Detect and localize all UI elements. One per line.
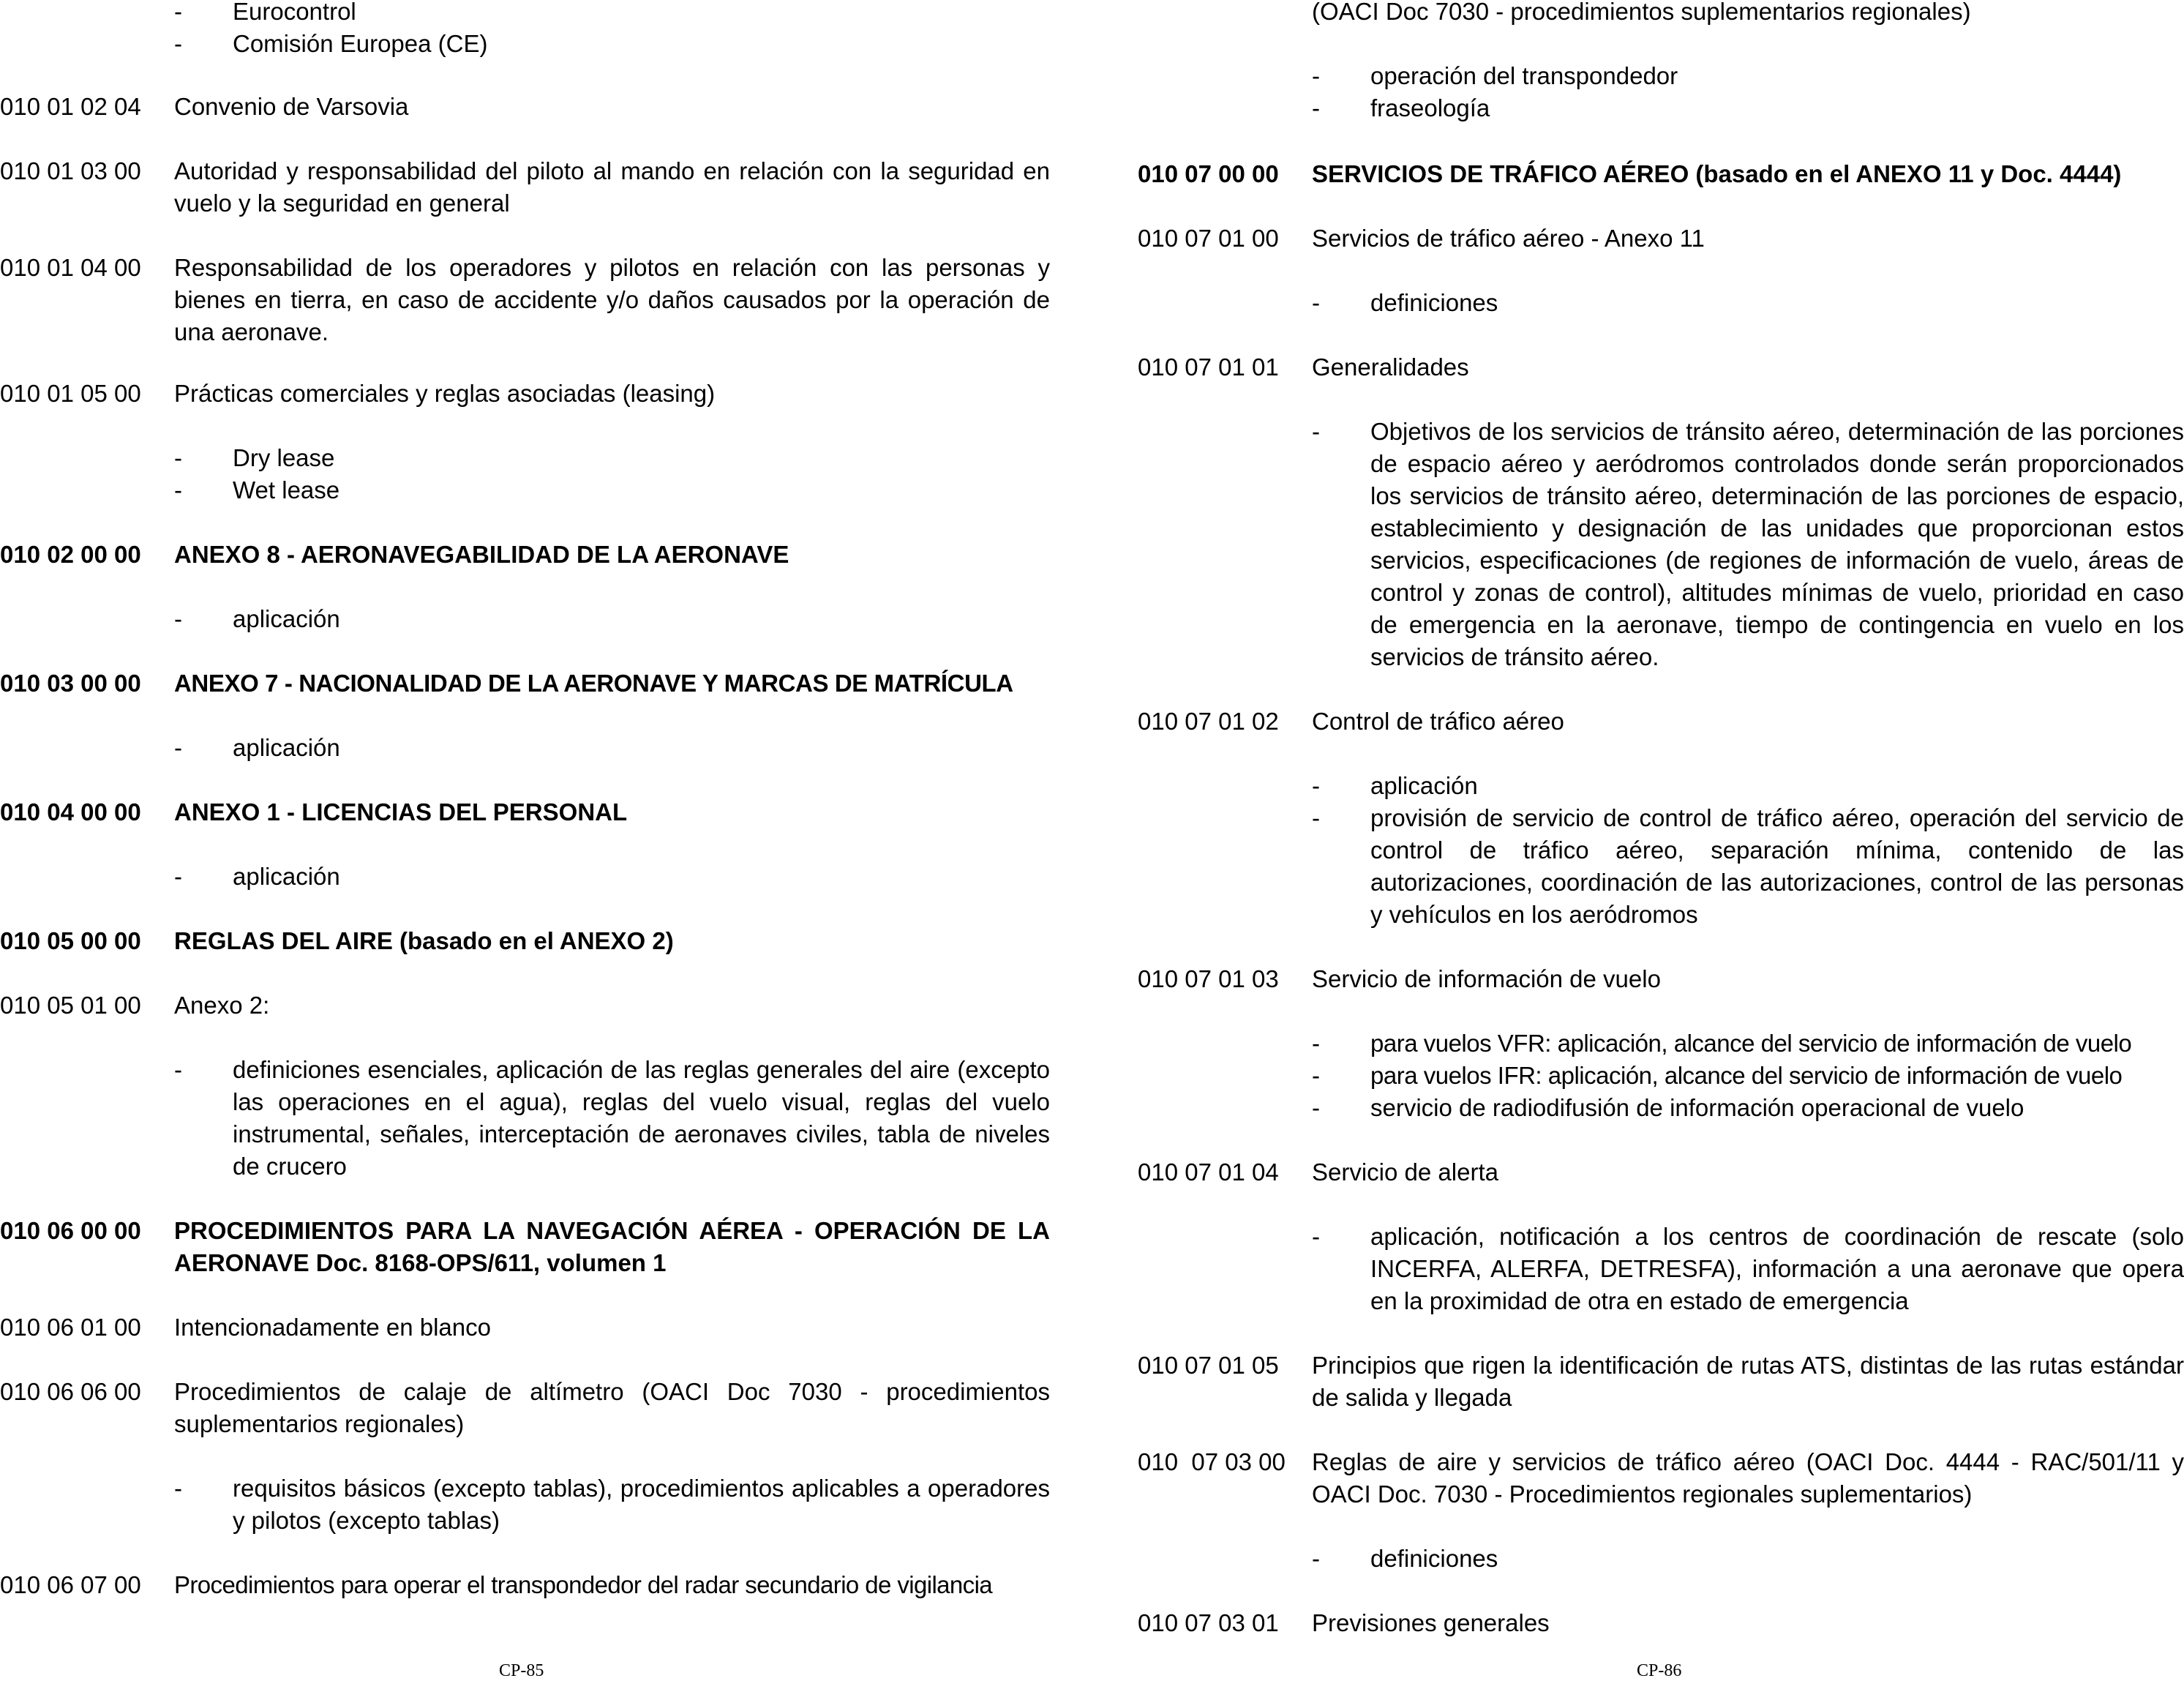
section-entry <box>0 91 1050 123</box>
section-entry <box>0 155 1050 220</box>
section-entry <box>1138 1607 2184 1639</box>
section-entry <box>1138 963 2184 995</box>
section-code: 010 01 02 04 <box>0 93 141 120</box>
bullet-item: - fraseología <box>1312 94 1490 121</box>
continuation-line: (OACI Doc 7030 - procedimientos suplementarios regionales) <box>1312 0 1971 25</box>
section-title: Responsabilidad de los operadores y pilotos en relación con las personas y bienes en tierra, en caso de accidente y/o daños causados por la operación de una aeronave. <box>174 254 1050 345</box>
section-entry <box>0 1569 1050 1601</box>
bullet-item: - definiciones esenciales, aplicación de las reglas generales del aire (excepto las operaciones en el agua), reglas del vuelo visual, reglas del vuelo instrumental, señales, interceptación de aeronaves civiles, tabla de niveles de crucero <box>174 1056 1050 1180</box>
section-title: Anexo 2: <box>174 992 270 1019</box>
section-title: Intencionadamente en blanco <box>174 1314 491 1341</box>
section-code: 010 04 00 00 <box>0 798 141 825</box>
bullet-list <box>1138 416 2184 673</box>
section-code: 010 06 07 00 <box>0 1571 141 1598</box>
bullet-list <box>0 442 1050 506</box>
section-heading: SERVICIOS DE TRÁFICO AÉREO (basado en el ANEXO 11 y Doc. 4444) <box>1312 160 2122 187</box>
section-code: 010 07 01 00 <box>1138 225 1279 252</box>
section-title: Previsiones generales <box>1312 1609 1550 1636</box>
bullet-item: - Objetivos de los servicios de tránsito aéreo, determinación de las porciones de espacio aéreo y aeródromos controlados donde serán proporcionados los servicios de tránsito aéreo, determinación de las porciones de espacio, establecimiento y designación de las unidades que proporcionan estos servicios, especificaciones (de regiones de información de vuelo, áreas de control y zonas de control), altitudes mínimas de vuelo, prioridad en caso de emergencia en la aeronave, tiempo de contingencia en vuelo en los servicios de tránsito aéreo. <box>1312 418 2184 670</box>
section-entry <box>0 1311 1050 1344</box>
bullet-item: - Wet lease <box>174 476 340 503</box>
bullet-list <box>1138 60 2184 124</box>
section-entry <box>1138 1156 2184 1188</box>
section-entry <box>0 1215 1050 1279</box>
bullet-item: - definiciones <box>1312 289 1498 316</box>
section-heading: REGLAS DEL AIRE (basado en el ANEXO 2) <box>174 927 674 954</box>
section-code: 010 07 01 01 <box>1138 353 1279 381</box>
bullet-list <box>0 0 1050 60</box>
bullet-list <box>1138 1543 2184 1575</box>
section-title: Servicios de tráfico aéreo - Anexo 11 <box>1312 225 1705 252</box>
section-title: Convenio de Varsovia <box>174 93 409 120</box>
section-entry <box>0 925 1050 957</box>
section-entry <box>1138 705 2184 738</box>
section-title: Procedimientos para operar el transpondedor del radar secundario de vigilancia <box>174 1571 993 1598</box>
bullet-item: - requisitos básicos (excepto tablas), procedimientos aplicables a operadores y pilotos (excepto tablas) <box>174 1475 1050 1534</box>
section-heading: ANEXO 8 - AERONAVEGABILIDAD DE LA AERONAVE <box>174 541 789 568</box>
section-title: Reglas de aire y servicios de tráfico aéreo (OACI Doc. 4444 - RAC/501/11 y OACI Doc. 7030 - Procedimientos regionales suplementarios) <box>1312 1448 2184 1508</box>
section-code: 010 06 00 00 <box>0 1217 141 1244</box>
bullet-item: - aplicación, notificación a los centros de coordinación de rescate (solo INCERFA, ALERFA, DETRESFA), información a una aeronave que opera en la proximidad de otra en estado de emergencia <box>1312 1223 2184 1314</box>
bullet-list <box>1138 1221 2184 1317</box>
bullet-list <box>0 732 1050 764</box>
bullet-item: - Comisión Europea (CE) <box>174 30 488 57</box>
section-title: Prácticas comerciales y reglas asociadas (leasing) <box>174 380 716 407</box>
bullet-item: - para vuelos IFR: aplicación, alcance del servicio de información de vuelo <box>1312 1062 2123 1089</box>
section-heading: PROCEDIMIENTOS PARA LA NAVEGACIÓN AÉREA - OPERACIÓN DE LA AERONAVE Doc. 8168-OPS/611, volumen 1 <box>174 1217 1050 1276</box>
page-number: CP-85 <box>499 1661 544 1680</box>
bullet-list <box>1138 770 2184 931</box>
section-title: Servicio de información de vuelo <box>1312 965 1661 992</box>
section-title: Principios que rigen la identificación de rutas ATS, distintas de las rutas estándar de salida y llegada <box>1312 1352 2184 1411</box>
section-code: 010 01 03 00 <box>0 157 141 184</box>
section-entry <box>0 252 1050 348</box>
bullet-list <box>1138 287 2184 319</box>
section-code: 010 07 00 00 <box>1138 160 1279 187</box>
section-entry <box>1138 158 2184 190</box>
section-code: 010 06 01 00 <box>0 1314 141 1341</box>
bullet-list <box>0 1472 1050 1537</box>
section-title: Procedimientos de calaje de altímetro (OACI Doc 7030 - procedimientos suplementarios regionales) <box>174 1378 1050 1437</box>
bullet-item: - Dry lease <box>174 444 335 471</box>
bullet-item: - operación del transpondedor <box>1312 62 1678 89</box>
section-code: 010 06 06 00 <box>0 1378 141 1405</box>
bullet-item: - Eurocontrol <box>174 0 356 25</box>
section-code: 010 05 00 00 <box>0 927 141 954</box>
section-code: 010 07 01 02 <box>1138 708 1279 735</box>
section-title: Control de tráfico aéreo <box>1312 708 1564 735</box>
bullet-item: - aplicación <box>174 605 340 632</box>
left-page <box>0 0 1050 1681</box>
section-entry <box>0 796 1050 828</box>
bullet-list <box>1138 1027 2184 1124</box>
page-number: CP-86 <box>1637 1661 1682 1680</box>
section-code: 010 07 01 05 <box>1138 1352 1279 1379</box>
section-title: Generalidades <box>1312 353 1469 381</box>
section-heading: ANEXO 7 - NACIONALIDAD DE LA AERONAVE Y MARCAS DE MATRÍCULA <box>174 670 1013 697</box>
section-heading: ANEXO 1 - LICENCIAS DEL PERSONAL <box>174 798 628 825</box>
section-code: 010 07 01 03 <box>1138 965 1279 992</box>
bullet-list <box>0 1054 1050 1183</box>
section-code: 010 05 01 00 <box>0 992 141 1019</box>
continuation-text <box>1138 0 2184 28</box>
section-title: Servicio de alerta <box>1312 1158 1498 1186</box>
section-code: 010 07 01 04 <box>1138 1158 1279 1186</box>
section-title: Autoridad y responsabilidad del piloto al mando en relación con la seguridad en vuelo y la seguridad en general <box>174 157 1050 217</box>
bullet-list <box>0 603 1050 635</box>
section-entry <box>1138 351 2184 383</box>
section-entry <box>0 539 1050 571</box>
bullet-item: - aplicación <box>174 734 340 761</box>
section-code: 010 02 00 00 <box>0 541 141 568</box>
section-entry <box>1138 1446 2184 1510</box>
section-entry <box>0 378 1050 410</box>
section-entry <box>0 989 1050 1022</box>
bullet-item: - aplicación <box>1312 772 1478 799</box>
section-entry <box>0 1376 1050 1440</box>
section-code: 010 07 03 00 <box>1138 1448 1286 1475</box>
section-code: 010 07 03 01 <box>1138 1609 1279 1636</box>
section-code: 010 01 04 00 <box>0 254 141 281</box>
bullet-item: - servicio de radiodifusión de información operacional de vuelo <box>1312 1094 2024 1121</box>
section-code: 010 03 00 00 <box>0 670 141 697</box>
bullet-item: - aplicación <box>174 863 340 890</box>
right-page <box>1138 0 2184 1681</box>
bullet-item: - provisión de servicio de control de tráfico aéreo, operación del servicio de control de tráfico aéreo, separación mínima, contenido de las autorizaciones, coordinación de las autorizaciones, control de las personas y vehículos en los aeródromos <box>1312 804 2184 928</box>
bullet-list <box>0 861 1050 893</box>
section-entry <box>1138 1349 2184 1414</box>
section-code: 010 01 05 00 <box>0 380 141 407</box>
bullet-item: - para vuelos VFR: aplicación, alcance del servicio de información de vuelo <box>1312 1030 2132 1057</box>
section-entry <box>1138 222 2184 255</box>
section-entry <box>0 667 1050 700</box>
bullet-item: - definiciones <box>1312 1545 1498 1572</box>
